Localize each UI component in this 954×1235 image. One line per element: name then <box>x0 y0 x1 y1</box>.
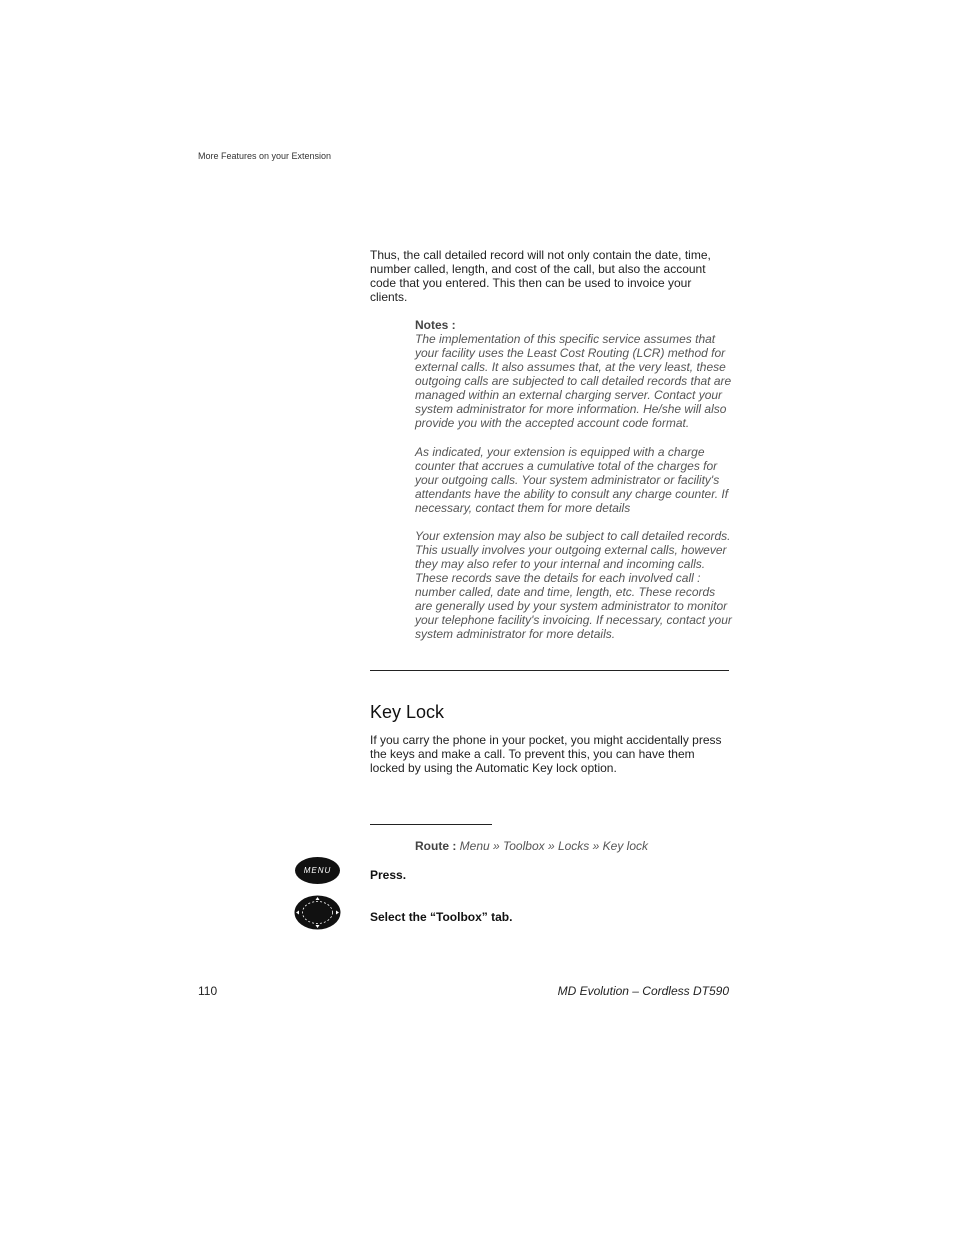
section-heading: Key Lock <box>370 702 445 722</box>
menu-key-label: MENU <box>303 866 332 875</box>
procedure-divider <box>370 824 492 825</box>
note-call-records: Your extension may also be subject to call detailed records. This usually involves your outgoing external calls, however they may also refer to your internal and incoming calls. These records save the details for each involved call : number called, date and time, length, etc. These records are generally used by your system administrator to monitor your telephone facility's invoicing. If necessary, contact your system administrator for more details. <box>415 529 732 641</box>
note-lcr: The implementation of this specific service assumes that your facility uses the Least Cost Routing (LCR) method for external calls. It also assumes that, at the very least, these outgoing calls are subjected to call detailed records that are managed within an external charging server. Contact your system administrator for more information. He/she will also provide you with the accepted account code format. <box>415 332 732 430</box>
menu-key-icon <box>295 857 340 884</box>
page-number: 110 <box>198 984 218 998</box>
notes-title: Notes : <box>415 318 456 332</box>
route-label: Route : <box>415 839 457 853</box>
section-divider <box>370 670 729 671</box>
intro-paragraph: Thus, the call detailed record will not only contain the date, time, number called, length, and cost of the call, but also the account code that you entered. This then can be used to invoice your clients. <box>370 248 711 304</box>
key-lock-description: If you carry the phone in your pocket, you might accidentally press the keys and make a call. To prevent this, you can have them locked by using the Automatic Key lock option. <box>370 733 722 775</box>
navigation-key-icon <box>294 895 341 930</box>
running-header: More Features on your Extension <box>198 151 332 161</box>
step-press: Press. <box>370 868 407 882</box>
note-charge-counter: As indicated, your extension is equipped with a charge counter that accrues a cumulative total of the charges for your outgoing calls. Your system administrator or facility's attendants have the ability to consult any charge counter. If necessary, contact them for more details <box>415 445 729 515</box>
step-select-toolbox: Select the “Toolbox” tab. <box>370 910 513 924</box>
route-path: Menu » Toolbox » Locks » Key lock <box>459 839 649 853</box>
document-title: MD Evolution – Cordless DT590 <box>557 984 729 998</box>
route-line <box>415 839 648 853</box>
